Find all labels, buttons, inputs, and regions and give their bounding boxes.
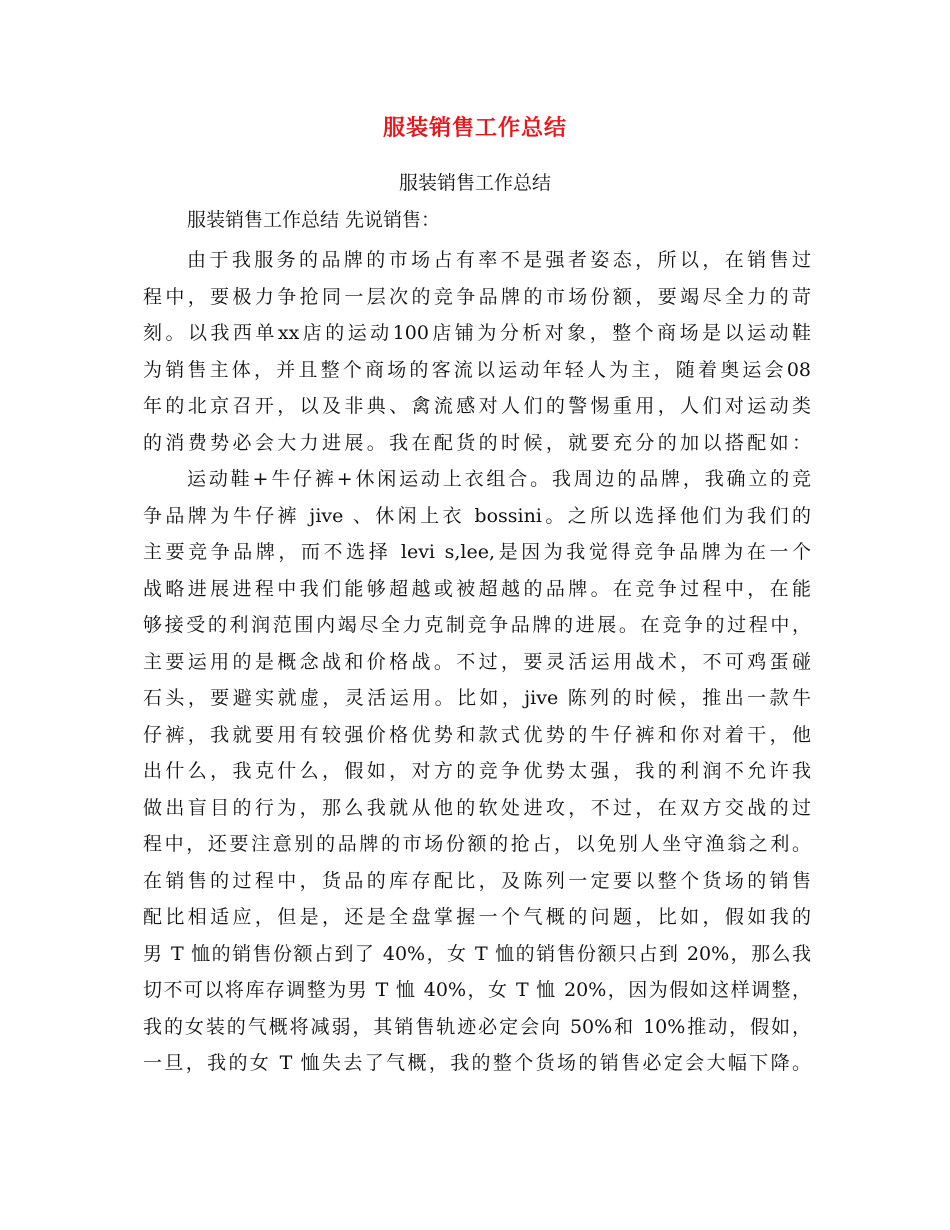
body-line: 程中，还要注意别的品牌的市场份额的抢占，以免别人坐守渔翁之利。	[143, 833, 811, 855]
body-line: 我的女装的气概将减弱，其销售轨迹必定会向 50%和 10%推动，假如，	[143, 1015, 811, 1038]
body-line: 的消费势必会大力进展。我在配货的时候，就要充分的加以搭配如：	[143, 431, 811, 454]
body-line: 切不可以将库存调整为男 T 恤 40%，女 T 恤 20%，因为假如这样调整，	[143, 979, 811, 1001]
body-line: 战略进展进程中我们能够超越或被超越的品牌。在竞争过程中，在能	[143, 577, 811, 600]
body-line: 石头，要避实就虚，灵活运用。比如，jive 陈列的时候，推出一款牛	[143, 687, 811, 709]
body-line: 配比相适应，但是，还是全盘掌握一个气概的问题，比如，假如我的	[143, 906, 811, 928]
body-line: 由于我服务的品牌的市场占有率不是强者姿态，所以，在销售过	[187, 249, 811, 271]
document-title: 服装销售工作总结	[382, 116, 567, 141]
body-line: 主要运用的是概念战和价格战。不过，要灵活运用战术，不可鸡蛋碰	[143, 650, 811, 673]
body-line: 出什么，我克什么，假如，对方的竞争优势太强，我的利润不允许我	[143, 760, 811, 782]
body-line: 运动鞋+牛仔裤+休闲运动上衣组合。我周边的品牌，我确立的竞	[187, 468, 811, 490]
lead-line: 服装销售工作总结 先说销售：	[187, 209, 441, 231]
body-line: 刻。以我西单xx店的运动100店铺为分析对象，整个商场是以运动鞋	[143, 322, 811, 344]
body-line: 男 T 恤的销售份额占到了 40%，女 T 恤的销售份额只占到 20%，那么我	[143, 942, 811, 965]
body-line: 做出盲目的行为，那么我就从他的软处进攻，不过，在双方交战的过	[143, 796, 811, 819]
body-line: 仔裤，我就要用有较强价格优势和款式优势的牛仔裤和你对着干，他	[143, 723, 811, 746]
body-line: 为销售主体，并且整个商场的客流以运动年轻人为主，随着奥运会08	[143, 358, 811, 381]
body-line: 够接受的利润范围内竭尽全力克制竞争品牌的进展。在竞争的过程中，	[143, 614, 811, 636]
document-subtitle: 服装销售工作总结	[398, 172, 551, 194]
body-text	[143, 242, 811, 1082]
body-line: 程中，要极力争抢同一层次的竞争品牌的市场份额，要竭尽全力的苛	[143, 285, 811, 308]
body-line: 争品牌为牛仔裤 jive 、休闲上衣 bossini。之所以选择他们为我们的	[143, 504, 811, 527]
body-line: 主要竞争品牌，而不选择 levi s,lee,是因为我觉得竞争品牌为在一个	[143, 541, 811, 563]
body-line: 在销售的过程中，货品的库存配比，及陈列一定要以整个货场的销售	[143, 869, 811, 892]
body-line: 年的北京召开，以及非典、禽流感对人们的警惕重用，人们对运动类	[143, 395, 811, 417]
body-line: 一旦，我的女 T 恤失去了气概，我的整个货场的销售必定会大幅下降。	[143, 1052, 811, 1074]
